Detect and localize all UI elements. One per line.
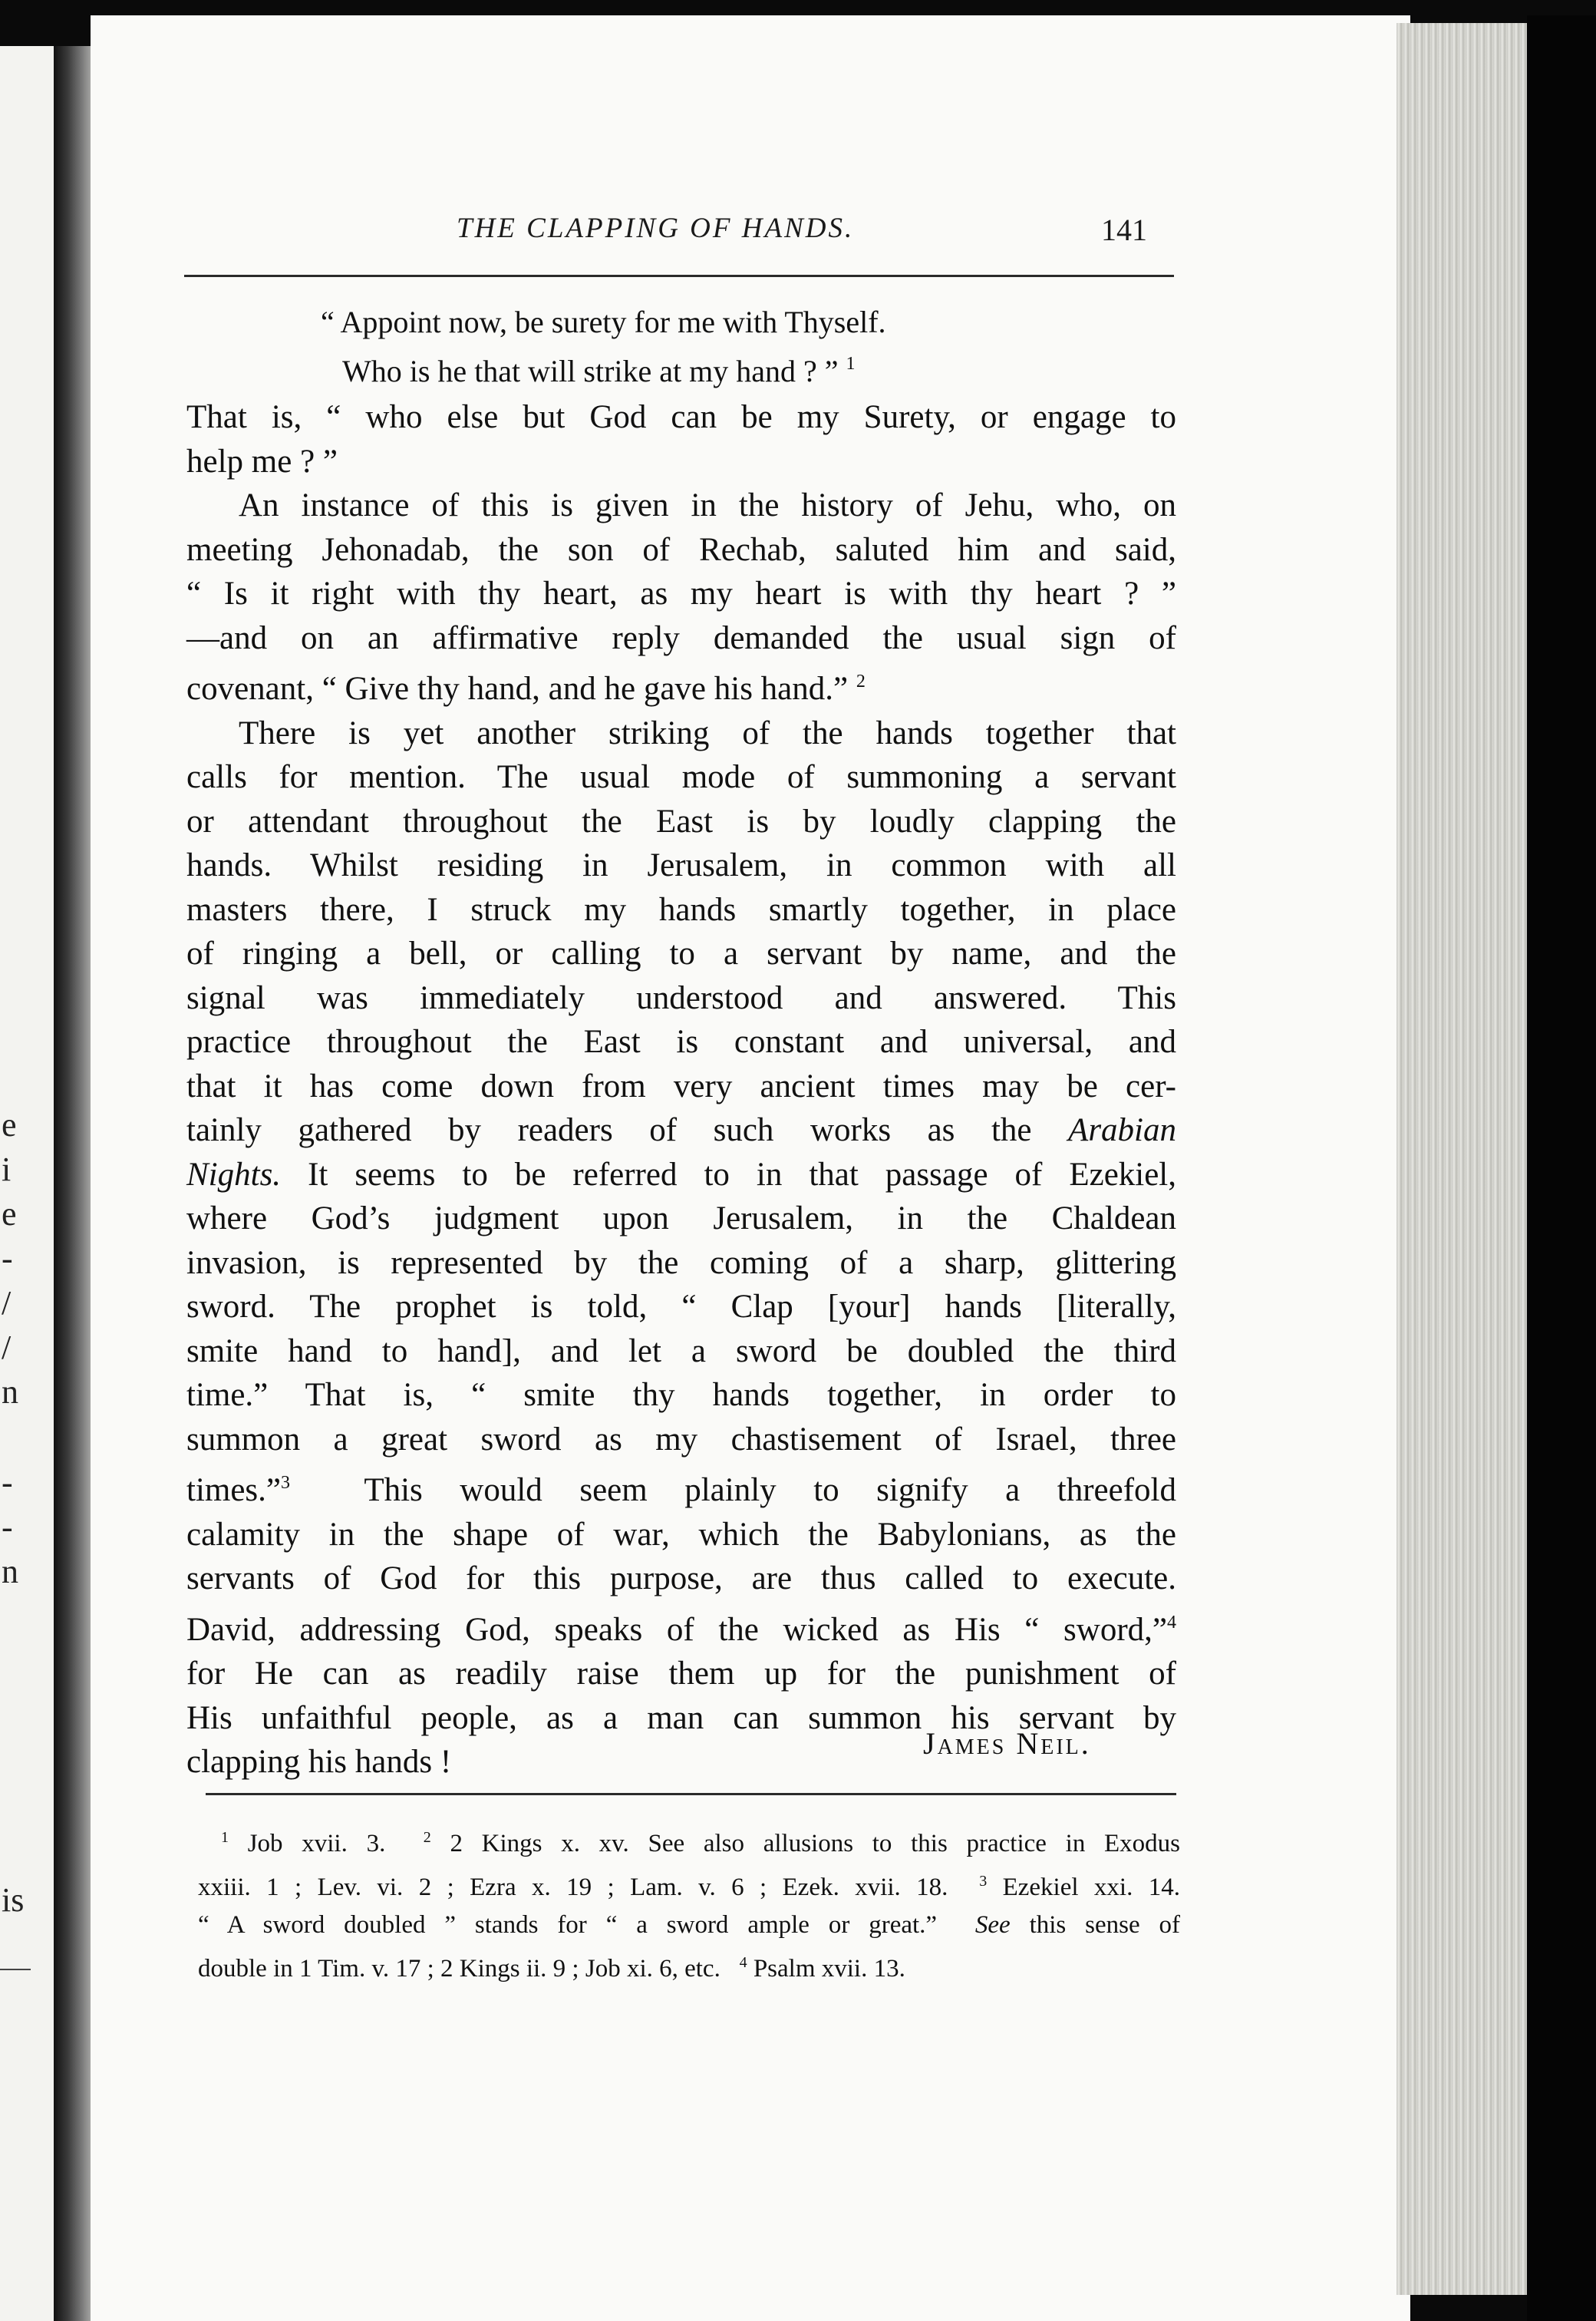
text-line (186, 1461, 1176, 1513)
footnote-ref: 2 (856, 672, 866, 692)
verse-line (321, 343, 886, 392)
footnote-text: Psalm xvii. 13. (753, 1955, 905, 1983)
text-line: signal was immediately understood and answered. This (186, 979, 1176, 1016)
header-rule (184, 275, 1174, 277)
running-title: THE CLAPPING OF HANDS. (457, 213, 855, 244)
facing-page-fragment: i (2, 1151, 12, 1188)
footnote-line (198, 1907, 1180, 1944)
facing-page-fragment: n (2, 1373, 18, 1411)
text-line: of ringing a bell, or calling to a servant by name, and the (186, 936, 1176, 972)
text-line: masters there, I struck my hands smartly together, in place (186, 891, 1176, 928)
quoted-verse (321, 301, 886, 392)
text-line: servants of God for this purpose, are thus called to execute. (186, 1560, 1176, 1596)
page-stack-edge (1396, 23, 1535, 2295)
text-line: smite hand to hand], and let a sword be doubled the third (186, 1332, 1176, 1369)
footnote-mark: 3 (979, 1873, 988, 1890)
text-line: time.” That is, “ smite thy hands together, in order to (186, 1377, 1176, 1413)
footnote-text: 2 Kings x. xv. See also allusions to this practice in Exodus (450, 1830, 1181, 1857)
text-line: meeting Jehonadab, the son of Rechab, saluted him and said, (186, 531, 1176, 568)
footnote-italic: See (974, 1911, 1011, 1939)
text-line: invasion, is represented by the coming of a sharp, glittering (186, 1244, 1176, 1281)
text-line: That is, “ who else but God can be my Surety, or engage to (186, 399, 1176, 435)
text-line: summon a great sword as my chastisement of Israel, three (186, 1421, 1176, 1458)
footnote-text: Job xvii. 3. (247, 1830, 386, 1857)
running-header (184, 206, 1182, 267)
text-line-content: tainly gathered by readers of such works as the (186, 1112, 1032, 1148)
text-line-content: times.” (186, 1472, 281, 1508)
text-line: that it has come down from very ancient times may be cer- (186, 1068, 1176, 1104)
facing-page-fragment: / (2, 1329, 12, 1366)
facing-page-fragment: e (2, 1106, 17, 1144)
footnote-ref: 4 (1167, 1612, 1176, 1633)
footnote-mark: 2 (423, 1829, 431, 1846)
text-line: calamity in the shape of war, which the Babylonians, as the (186, 1516, 1176, 1553)
text-line-content: David, addressing God, speaks of the wicked as His “ sword,” (186, 1611, 1167, 1648)
footnote-rule (206, 1793, 1176, 1795)
facing-page-fragment: is (2, 1881, 25, 1919)
text-line (186, 1601, 1176, 1652)
facing-page-fragment: - (2, 1464, 13, 1501)
footnotes (198, 1819, 1180, 1988)
text-line (186, 1108, 1176, 1153)
italic-title: Nights. (186, 1156, 282, 1193)
text-line: help me ? ” (186, 443, 338, 480)
verse-line: “ Appoint now, be surety for me with Thyself. (321, 305, 886, 339)
author-signature: James Neil. (923, 1726, 1091, 1761)
footnote-text: “ A sword doubled ” stands for “ a sword ample or great.” (198, 1911, 938, 1939)
text-line-content: It seems to be referred to in that passage of Ezekiel, (308, 1156, 1177, 1193)
footnote-line (198, 1863, 1180, 1907)
text-line: sword. The prophet is told, “ Clap [your] hands [literally, (186, 1289, 1176, 1325)
text-line: —and on an affirmative reply demanded the usual sign of (186, 619, 1176, 656)
footnote-ref: 1 (846, 354, 856, 374)
facing-page-fragment: - (2, 1240, 13, 1277)
verse-line-text: Who is he that will strike at my hand ? ” (342, 354, 839, 388)
text-line (186, 1153, 1176, 1197)
text-line-content: covenant, “ Give thy hand, and he gave his hand.” (186, 671, 849, 707)
text-line: hands. Whilst residing in Jerusalem, in common with all (186, 847, 1176, 883)
footnote-mark: 4 (739, 1954, 747, 1971)
footnote-ref: 3 (281, 1473, 290, 1493)
footnote-text: xxiii. 1 ; Lev. vi. 2 ; Ezra x. 19 ; Lam. v. 6 ; Ezek. xvii. 18. (198, 1874, 948, 1901)
facing-page-fragment: e (2, 1195, 17, 1233)
text-line: “ Is it right with thy heart, as my heart is with thy heart ? ” (186, 576, 1176, 612)
text-line: practice throughout the East is constant and universal, and (186, 1024, 1176, 1060)
text-line: clapping his hands ! (186, 1744, 452, 1780)
facing-page-fragment: / (2, 1284, 12, 1322)
footnote-line (198, 1944, 1180, 1988)
footnote-text: this sense of (1029, 1911, 1181, 1939)
text-line: His unfaithful people, as a man can summon his servant by (186, 1699, 1176, 1736)
text-line: There is yet another striking of the hands together that (239, 715, 1176, 751)
text-line-content: This would seem plainly to signify a threefold (364, 1472, 1176, 1508)
text-line: where God’s judgment upon Jerusalem, in the Chaldean (186, 1200, 1176, 1236)
facing-page-rule (0, 1969, 31, 1970)
body-text (186, 395, 1176, 1784)
text-line (186, 660, 1176, 711)
page-number: 141 (1101, 213, 1147, 247)
footnote-text: double in 1 Tim. v. 17 ; 2 Kings ii. 9 ; Job xi. 6, etc. (198, 1955, 721, 1983)
facing-page-fragment: n (2, 1553, 18, 1590)
scan-border-right (1527, 15, 1596, 2321)
footnote-line (198, 1819, 1180, 1863)
text-line: An instance of this is given in the history of Jehu, who, on (239, 487, 1176, 523)
text-line: for He can as readily raise them up for the punishment of (186, 1656, 1176, 1692)
italic-title: Arabian (1068, 1112, 1176, 1148)
text-line: or attendant throughout the East is by loudly clapping the (186, 803, 1176, 840)
footnote-text: Ezekiel xxi. 14. (1002, 1874, 1180, 1901)
footnote-mark: 1 (221, 1829, 229, 1846)
text-line: calls for mention. The usual mode of summoning a servant (186, 759, 1176, 795)
facing-page-fragment: - (2, 1508, 13, 1546)
